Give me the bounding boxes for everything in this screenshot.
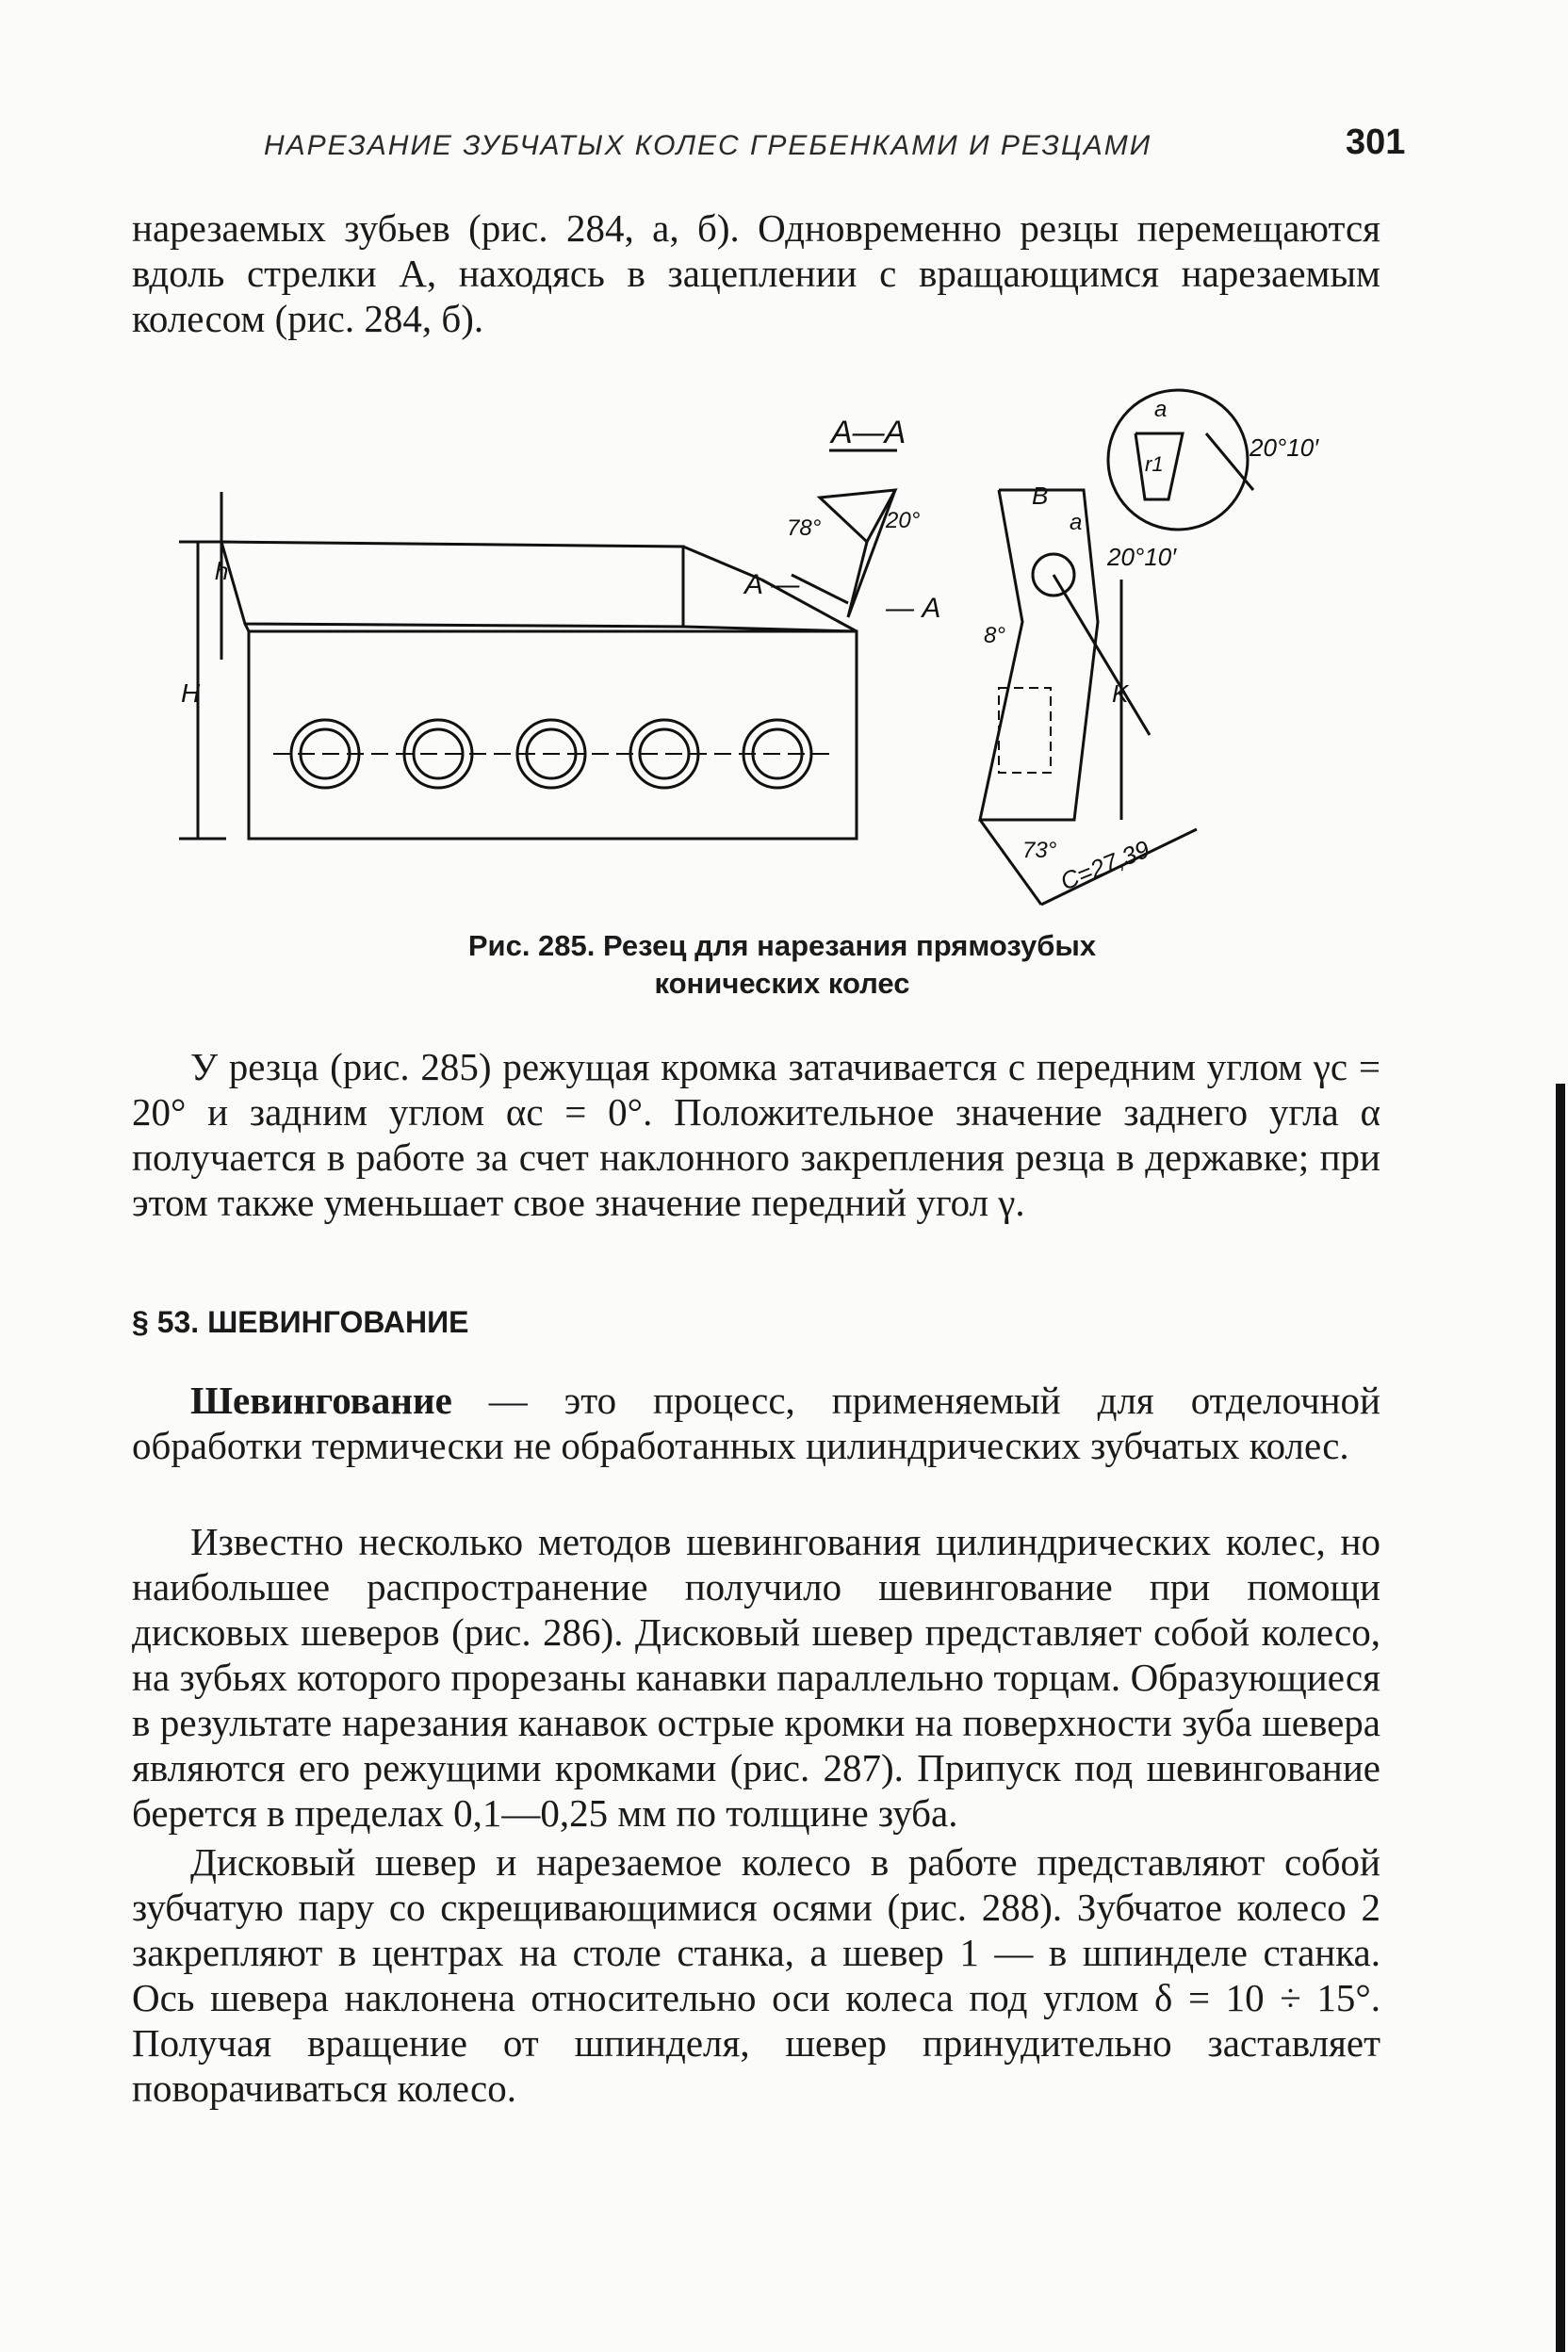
cutter-figure	[170, 377, 1395, 942]
paragraph-5	[132, 1839, 1380, 2111]
label-angle-20-10-top: 20°10′	[1250, 433, 1319, 462]
running-head: НАРЕЗАНИЕ ЗУБЧАТЫХ КОЛЕС ГРЕБЕНКАМИ И РЕЗЦАМИ	[264, 130, 1152, 161]
cutter-side-view	[980, 490, 1098, 820]
paragraph-5-text: Дисковый шевер и нарезаемое колесо в работе представляют собой зубчатую пару со скрещивающимися осями (рис. 288). Зубчатое колесо 2 закрепляют в центрах на столе станка, а шевер 1 — в шпинделе станка. Ось шевера наклонена относительно оси колеса под углом δ = 10 ÷ 15°. Получая вращение от шпинделя, шевер принудительно заставляет поворачиваться колесо.	[132, 1840, 1380, 2110]
label-dim-c: C=27,39	[1056, 834, 1154, 896]
page-number: 301	[1346, 122, 1406, 162]
label-angle-20-10-mid: 20°10′	[1107, 543, 1177, 571]
paragraph-2	[132, 1044, 1380, 1225]
label-dim-h: h	[215, 557, 229, 585]
label-dim-a-mid: a	[1070, 510, 1083, 535]
cutter-head	[221, 542, 683, 627]
label-dim-k: K	[1112, 679, 1129, 708]
caption-line-1: Рис. 285. Резец для нарезания прямозубых	[467, 929, 1097, 962]
paragraph-4	[132, 1519, 1380, 1836]
label-dim-r1: r1	[1145, 452, 1164, 476]
section-aa-profile	[820, 490, 895, 542]
label-angle-78: 78°	[787, 515, 822, 541]
intro-paragraph	[132, 205, 1380, 341]
label-dim-b: B	[1032, 482, 1049, 510]
caption-line-2: конических колес	[654, 967, 910, 1000]
paragraph-3	[132, 1378, 1380, 1468]
label-angle-20: 20°	[886, 508, 921, 533]
label-dim-H: H	[181, 678, 201, 708]
paragraph-3-term: Шевингование	[190, 1379, 452, 1422]
paragraph-2-text: У резца (рис. 285) режущая кромка затачивается с передним углом γc = 20° и задним углом αc = 0°. Положительное значение заднего угла α получается в работе за счет наклонного закрепления резца в державке; при этом также уменьшает свое значение передний угол γ.	[132, 1045, 1380, 1224]
label-a-right: — А	[886, 593, 941, 624]
label-dim-a-top: a	[1154, 397, 1168, 422]
paragraph-3-text: — это процесс, применяемый для отделочной обработки термически не обработанных цилиндрических зубчатых колес.	[132, 1379, 1380, 1467]
label-a-left: А —	[744, 569, 800, 600]
figure-caption	[358, 927, 1206, 1003]
section-heading: § 53. ШЕВИНГОВАНИЕ	[132, 1305, 469, 1339]
intro-paragraph-text: нарезаемых зубьев (рис. 284, а, б). Одновременно резцы перемещаются вдоль стрелки А, находясь в зацеплении с вращающимся нарезаемым колесом (рис. 284, б).	[132, 206, 1380, 340]
label-angle-73: 73°	[1022, 838, 1057, 863]
scan-edge-bar	[1556, 1084, 1565, 2352]
label-angle-8: 8°	[984, 623, 1005, 648]
label-section-aa: А—А	[831, 415, 906, 450]
paragraph-4-text: Известно несколько методов шевингования цилиндрических колес, но наибольшее распространение получило шевингование при помощи дисковых шеверов (рис. 286). Дисковый шевер представляет собой колесо, на зубьях которого прорезаны канавки параллельно торцам. Образующиеся в результате нарезания канавок острые кромки на поверхности зуба шевера являются его режущими кромками (рис. 287). Припуск под шевингование берется в пределах 0,1—0,25 мм по толщине зуба.	[132, 1520, 1380, 1835]
